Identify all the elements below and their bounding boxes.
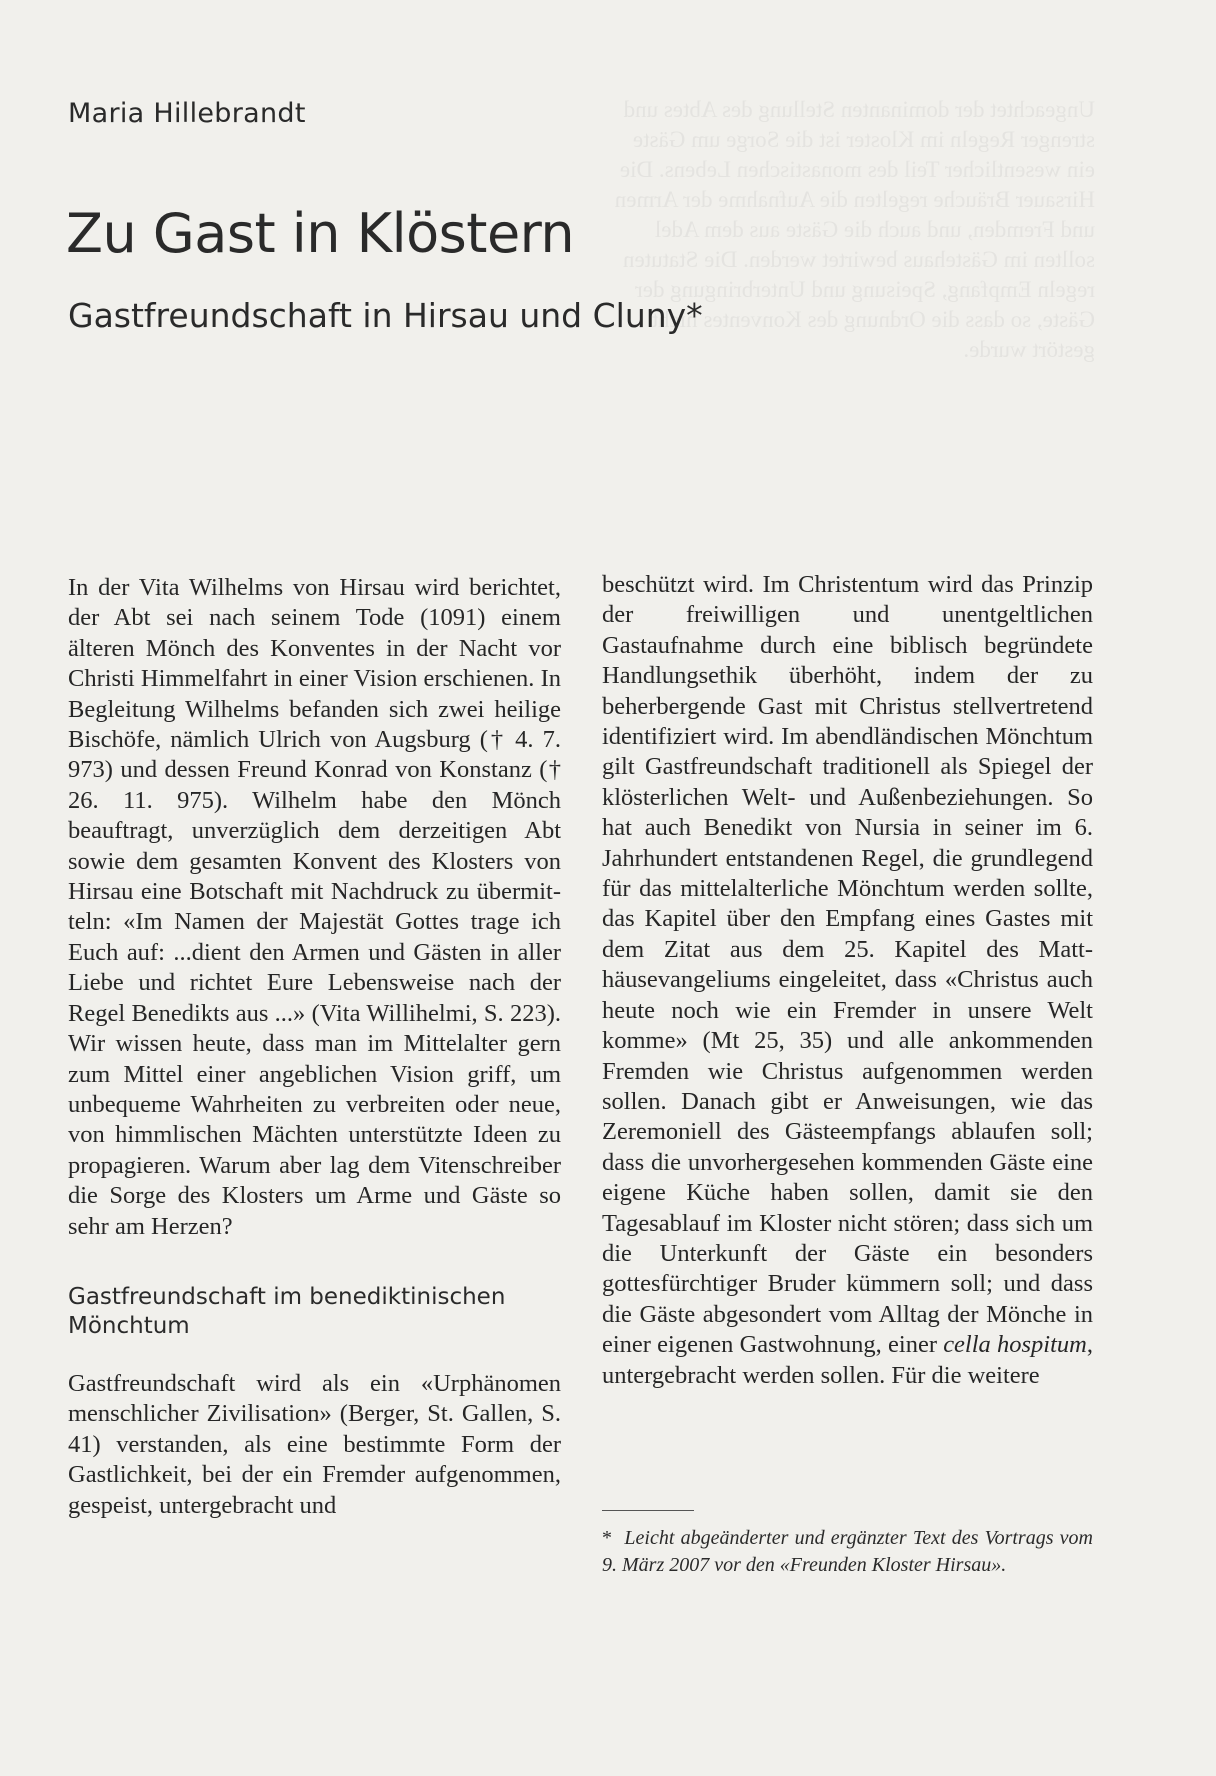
footnote-divider xyxy=(602,1510,694,1511)
footnote-mark: * xyxy=(602,1527,612,1549)
body-paragraph: Gastfreundschaft wird als ein «Urphänomen menschlicher Zivilisation» (Berger, St. Gallen, S. 41) verstanden, als eine bestimmte Form der Gastlichkeit, bei der ein Fremder aufgenommen, gespeist, untergebracht und xyxy=(68,1369,561,1519)
section-heading: Gastfreundschaft im benediktinischen Mönchtum xyxy=(68,1283,506,1339)
body-text: , untergebracht werden sollen. Für die weitere xyxy=(602,1331,1093,1389)
latin-term: cella hospitum xyxy=(943,1331,1087,1359)
footnote xyxy=(602,1525,1093,1578)
body-text: beschützt wird. Im Christentum wird das Prinzip der freiwilligen und unentgeltlichen Gastaufnahme durch eine biblisch begründete Handlungsethik überhöht, indem der zu beherbergende Gast mit Christus stellvertretend identifiziert wird. Im abendländischen Mönchtum gilt Gastfreundschaft traditionell als Spiegel der klösterlichen Welt- und Außenbeziehungen. So hat auch Benedikt von Nursia in seiner im 6. Jahrhundert entstandenen Regel, die grundlegend für das mittelalterliche Mönchtum werden sollte, das Kapitel über den Empfang eines Gastes mit dem Zitat aus dem 25. Kapitel des Matthäusevangeliums eingeleitet, dass «Christus auch heute noch wie ein Fremder in unsere Welt komme» (Mt 25, 35) und alle ankommenden Fremden wie Christus aufgenommen werden sollen. Danach gibt er Anweisungen, wie das Zeremoniell des Gästeempfangs ablaufen soll; dass die unvorhergesehen kommenden Gäste eine eigene Küche haben sollen, damit sie den Tagesablauf im Kloster nicht stören; dass sich um die Unterkunft der Gäste ein besonders gottesfürchtiger Bruder kümmern soll; und dass die Gäste abgesondert vom Alltag der Mönche in einer eigenen Gastwohnung, einer xyxy=(602,571,1093,1359)
body-paragraph xyxy=(602,570,1093,1391)
left-text-column xyxy=(68,573,561,1521)
show-through-background: Ungeachtet der dominanten Stellung des Abtes und strenger Regeln im Kloster ist die Sorge um Gäste ein wesentlicher Teil des monastischen Lebens. Die Hirsauer Bräuche regelten die Aufnahme der Armen und Fremden, und auch die Gäste aus dem Adel sollten im Gästehaus bewirtet werden. Die Statuten regeln Empfang, Speisung und Unterbringung der Gäste, so dass die Ordnung des Konventes nicht gestört wurde. xyxy=(614,97,1095,362)
footnote-text: Leicht abgeänderter und ergänzter Text des Vortrags vom 9. März 2007 vor den «Freunden Kloster Hirsau». xyxy=(602,1527,1094,1576)
running-head-author: Maria Hillebrandt xyxy=(68,98,306,129)
body-paragraph: In der Vita Wilhelms von Hirsau wird berichtet, der Abt sei nach seinem Tode (1091) einem älteren Mönch des Konventes in der Nacht vor Christi Himmelfahrt in einer Vision erschienen. In Begleitung Wilhelms befanden sich zwei heilige Bischöfe, nämlich Ulrich von Augsburg († 4. 7. 973) und dessen Freund Konrad von Konstanz († 26. 11. 975). Wilhelm habe den Mönch beauftragt, unverzüglich dem derzeitigen Abt sowie dem gesamten Konvent des Klosters von Hirsau eine Botschaft mit Nachdruck zu übermitteln: «Im Namen der Majestät Gottes trage ich Euch auf: ...dient den Armen und Gästen in aller Liebe und richtet Eure Lebensweise nach der Regel Benedikts aus ...» (Vita Willihelmi, S. 223). Wir wissen heute, dass man im Mittelalter gern zum Mittel einer angeblichen Vision griff, um unbequeme Wahrheiten zu verbreiten oder neue, von himmlischen Mächten unterstützte Ideen zu propagieren. Warum aber lag dem Vitenschreiber die Sorge des Klosters um Arme und Gäste so sehr am Herzen? xyxy=(68,574,561,1240)
article-title: Zu Gast in Klöstern xyxy=(66,202,575,265)
article-subtitle: Gastfreundschaft in Hirsau und Cluny* xyxy=(68,296,703,335)
right-text-column xyxy=(602,570,1093,1391)
